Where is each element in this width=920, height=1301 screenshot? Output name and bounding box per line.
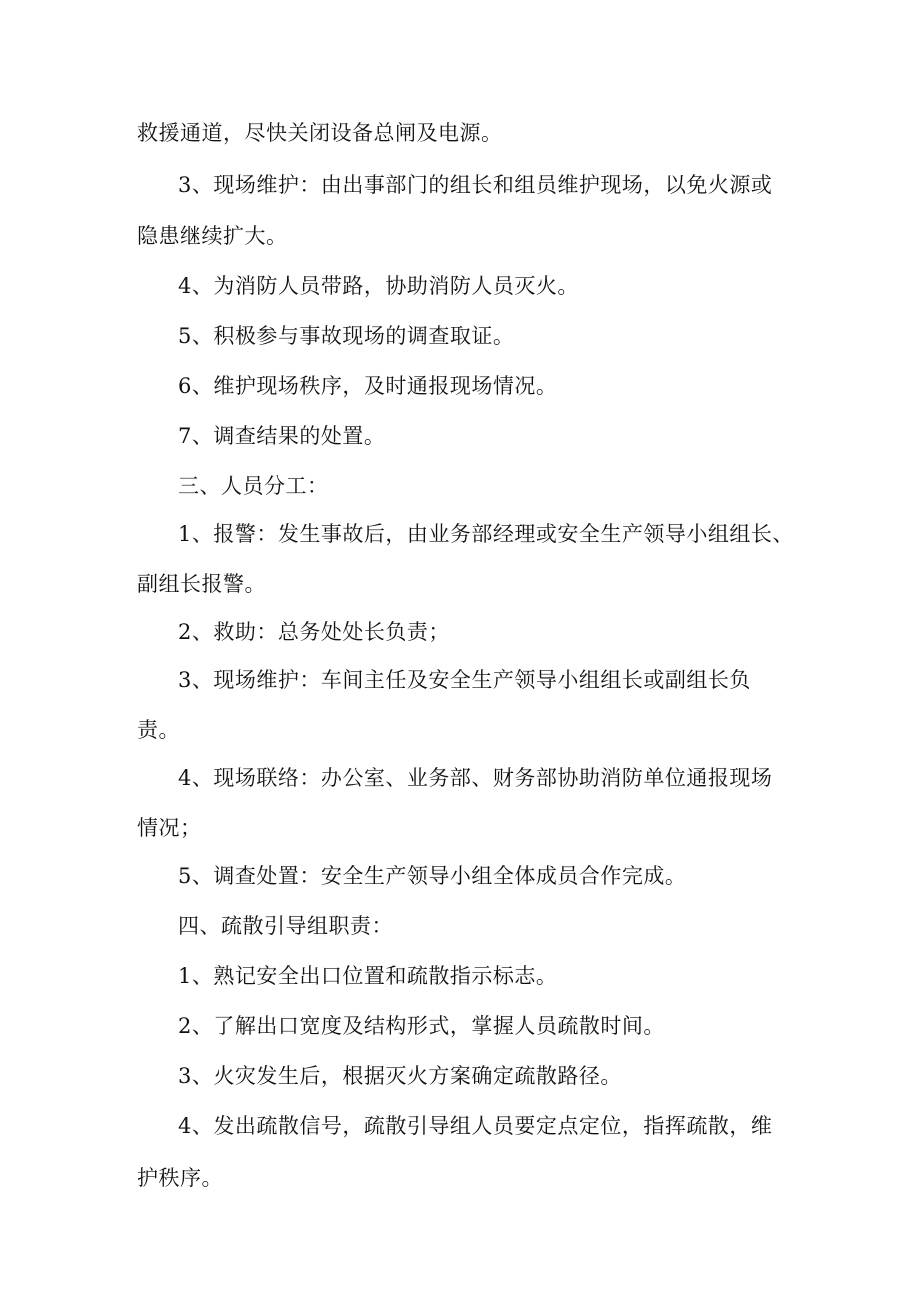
paragraph-line: 4、为消防人员带路，协助消防人员灭火。 bbox=[178, 274, 579, 298]
paragraph-line: 护秩序。 bbox=[137, 1166, 223, 1190]
paragraph-line: 1、报警：发生事故后，由业务部经理或安全生产领导小组组长、 bbox=[178, 522, 794, 546]
paragraph-line: 3、现场维护：车间主任及安全生产领导小组组长或副组长负 bbox=[178, 668, 751, 692]
paragraph-line: 5、调查处置：安全生产领导小组全体成员合作完成。 bbox=[178, 864, 687, 888]
paragraph-line: 4、发出疏散信号，疏散引导组人员要定点定位，指挥疏散，维 bbox=[178, 1114, 773, 1138]
paragraph-line: 3、火灾发生后，根据灭火方案确定疏散路径。 bbox=[178, 1064, 622, 1088]
paragraph-line: 隐患继续扩大。 bbox=[137, 224, 288, 248]
paragraph-line: 4、现场联络：办公室、业务部、财务部协助消防单位通报现场 bbox=[178, 766, 773, 790]
paragraph-line: 7、调查结果的处置。 bbox=[178, 424, 386, 448]
section-heading: 四、疏散引导组职责： bbox=[178, 914, 393, 938]
paragraph-line: 2、了解出口宽度及结构形式，掌握人员疏散时间。 bbox=[178, 1014, 665, 1038]
paragraph-line: 副组长报警。 bbox=[137, 572, 266, 596]
paragraph-line: 1、熟记安全出口位置和疏散指示标志。 bbox=[178, 964, 558, 988]
section-heading: 三、人员分工： bbox=[178, 474, 329, 498]
paragraph-line: 情况； bbox=[137, 816, 202, 840]
paragraph-line: 3、现场维护：由出事部门的组长和组员维护现场，以免火源或 bbox=[178, 173, 773, 197]
paragraph-line: 6、维护现场秩序，及时通报现场情况。 bbox=[178, 374, 558, 398]
paragraph-line: 救援通道，尽快关闭设备总闸及电源。 bbox=[137, 121, 503, 145]
paragraph-line: 5、积极参与事故现场的调查取证。 bbox=[178, 324, 515, 348]
paragraph-line: 责。 bbox=[137, 718, 180, 742]
paragraph-line: 2、救助：总务处处长负责； bbox=[178, 620, 450, 644]
